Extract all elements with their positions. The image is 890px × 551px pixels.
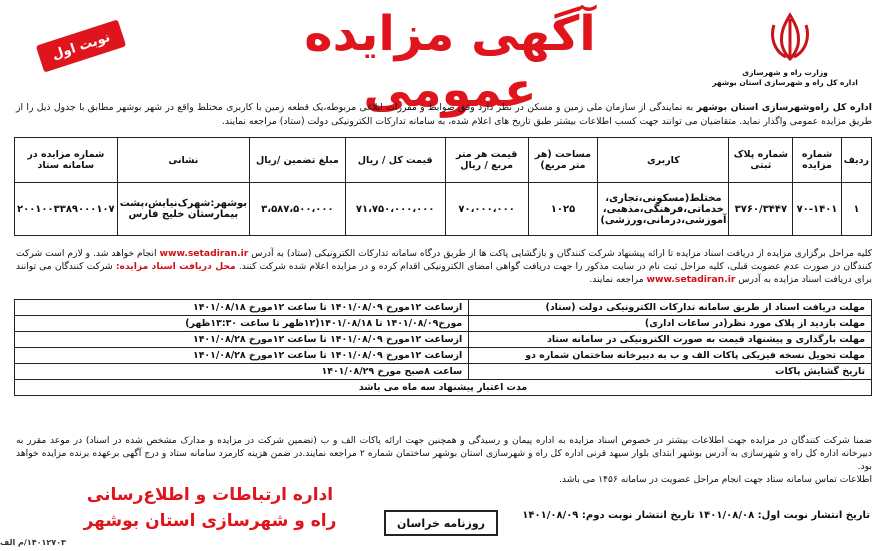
cell-row-number: ۱ [841, 183, 871, 236]
office-line2: راه و شهرسازی استان بوشهر [83, 511, 337, 531]
cell-setad-number: ۲۰۰۱۰۰۳۳۸۹۰۰۰۱۰۷ [15, 183, 118, 236]
table-row [15, 183, 872, 236]
cell-auction-number: ۷۰-۱۴۰۱ [793, 183, 841, 236]
validity-row [15, 380, 872, 396]
cell-unit-price: ۷۰،۰۰۰،۰۰۰ [445, 183, 528, 236]
procedure-text: کلیه مراحل برگزاری مزایده از دریافت اسناد مزایده تا ارائه پیشنهاد شرکت کنندگان و بازگشایی پاکت ها از طریق درگاه سامانه تدارکات الکترونیکی (ستاد) به آدرس [251, 248, 873, 259]
schedule-value: ساعت ۸صبح مورخ ۱۴۰۱/۰۸/۲۹ [15, 364, 469, 380]
schedule-label: مهلت دریافت اسناد از طریق سامانه تدارکات الکترونیکی دولت (ستاد) [469, 300, 872, 316]
schedule-row [15, 348, 872, 364]
schedule-row [15, 364, 872, 380]
col-usage: کاربری [598, 138, 729, 183]
first-round-badge: نوبت اول [36, 19, 126, 72]
setad-link-2[interactable]: www.setadiran.ir [646, 274, 736, 285]
cell-usage: مختلط(مسکونی،تجاری، خدماتی،فرهنگی،مذهبی، آموزشی،درمانی،ورزشی) [598, 183, 729, 236]
contact-text: اطلاعات تماس سامانه ستاد جهت انجام مراحل عضویت در سامانه ۱۴۵۶ می باشد. [558, 474, 872, 485]
schedule-label: مهلت تحویل نسخه فیزیکی پاکات الف و ب به دبیرخانه ساختمان شماره دو [469, 348, 872, 364]
table-header-row [15, 138, 872, 183]
col-plate-number: شماره پلاک ثبتی [729, 138, 793, 183]
documents-place-text: شرکت کنندگان می توانند برای دریافت اسناد مزایده به آدرس [16, 261, 872, 285]
setad-link[interactable]: www.setadiran.ir [159, 248, 249, 259]
documents-place-label: محل دریافت اسناد مزایده: [115, 261, 236, 272]
schedule-value: ازساعت ۱۲مورخ ۱۴۰۱/۰۸/۰۹ تا ساعت ۱۲مورخ ۱۴۰۱/۰۸/۲۸ [15, 348, 469, 364]
cell-total-price: ۷۱،۷۵۰،۰۰۰،۰۰۰ [345, 183, 445, 236]
schedule-table [14, 299, 872, 396]
col-row-number: ردیف [841, 138, 871, 183]
col-area: مساحت (هر متر مربع) [528, 138, 598, 183]
reference-code: ۱۴۰۱۲۷۰۳/م الف [0, 538, 66, 547]
publish-dates: تاریخ انتشار نوبت اول: ۱۴۰۱/۰۸/۰۸ تاریخ انتشار نوبت دوم: ۱۴۰۱/۰۸/۰۹ [522, 510, 870, 521]
col-unit-price: قیمت هر متر مربع / ریال [445, 138, 528, 183]
footer-paragraph [16, 434, 872, 486]
schedule-value: مورخ۱۴۰۱/۰۸/۰۹ تا ۱۴۰۱/۰۸/۱۸(۱۲ظهر تا ساعت ۱۳:۳۰ظهر) [15, 316, 469, 332]
ministry-line2: اداره کل راه و شهرسازی استان بوشهر [712, 78, 858, 87]
cell-address: بوشهر:شهرک‌نیایش،پشت بیمارستان خلیج فارس [117, 183, 249, 236]
col-guarantee: مبلغ تضمین /ریال [250, 138, 346, 183]
land-table [14, 137, 872, 236]
schedule-label: مهلت بارگذاری و پیشنهاد قیمت به صورت الکترونیکی در سامانه ستاد [469, 332, 872, 348]
schedule-value: ازساعت ۱۲مورخ ۱۴۰۱/۰۸/۰۹ تا ساعت ۱۲مورخ ۱۴۰۱/۰۸/۲۸ [15, 332, 469, 348]
schedule-label: تاریخ گشایش پاکات [469, 364, 872, 380]
col-auction-number: شماره مزایده [793, 138, 841, 183]
ministry-name [710, 68, 860, 88]
newspaper-name: روزنامه خراسان [384, 510, 498, 536]
intro-paragraph [16, 101, 872, 129]
organization-name: اداره کل راه‌وشهرسازی استان بوشهر [696, 102, 872, 113]
intro-text: به نمایندگی از سازمان ملی زمین و مسکن در نظر دارد وفق ضوابط و مقررات ابلاغی مربوطه،یک قطعه زمین با کاربری مختلط واقع در شهر بوشهر مطابق با جدول ذیل را از طریق مزایده عمومی واگذار نماید. متقاضیان می توانند جهت کسب اطلاعات بیشتر طبق تاریخ های اعلام شده، به سامانه تدارکات الکترونیکی دولت (ستاد) مراجعه نمایند. [16, 102, 872, 127]
col-address: نشانی [117, 138, 249, 183]
schedule-value: ازساعت ۱۲مورخ ۱۴۰۱/۰۸/۰۹ تا ساعت ۱۲مورخ ۱۴۰۱/۰۸/۱۸ [15, 300, 469, 316]
footer-text: ضمنا شرکت کنندگان در مزایده جهت اطلاعات بیشتر در خصوص اسناد مزایده به اداره پیمان و رسیدگی و همچنین جهت ارائه پاکات الف و ب (تضمین شرکت در مزایده و مدارک مشخص شده در اسناد) در موعد مقرر به دبیرخانه اداره کل راه و شهرسازی به آدرس بوشهر ابتدای بلوار سیهد قرنی اداره کل راه و شهرسازی استان بوشهر ساختمان شماره ۲ مراجعه نمایند.در ضمن هزینه کارمزد سامانه ستاد و درج آگهی برعهده برنده مزایده خواهد بود. [16, 435, 872, 472]
office-line1: اداره ارتباطات و اطلاع‌رسانی [86, 485, 334, 505]
office-signature [60, 482, 360, 534]
schedule-row [15, 316, 872, 332]
procedure-text-2: انجام خواهد شد. و لازم است شرکت کنندگان در صورت عدم عضویت قبلی، کلیه مراحل ثبت نام در سایت مذکور را جهت دریافت گواهی امضای الکترونیکی اقدام کرده و در مزایده اعلام شده شرکت کنند. [16, 248, 872, 272]
col-setad-number: شماره مزایده در سامانه ستاد [15, 138, 118, 183]
page-title: آگهی مزایده عمومی [304, 6, 596, 118]
schedule-label: مهلت بازدید از پلاک مورد نظر(در ساعات اداری) [469, 316, 872, 332]
cell-guarantee: ۳،۵۸۷،۵۰۰،۰۰۰ [250, 183, 346, 236]
documents-place-end: مراجعه نمایند. [589, 274, 647, 285]
col-total-price: قیمت کل / ریال [345, 138, 445, 183]
cell-plate-number: ۳۷۶۰/۳۴۴۷ [729, 183, 793, 236]
schedule-row [15, 300, 872, 316]
cell-area: ۱۰۲۵ [528, 183, 598, 236]
ministry-line1: وزارت راه و شهرسازی [742, 68, 828, 77]
validity-text: مدت اعتبار پیشنهاد سه ماه می باشد [15, 380, 872, 396]
iran-emblem-icon [760, 10, 820, 62]
procedure-paragraph [16, 247, 872, 286]
schedule-row [15, 332, 872, 348]
